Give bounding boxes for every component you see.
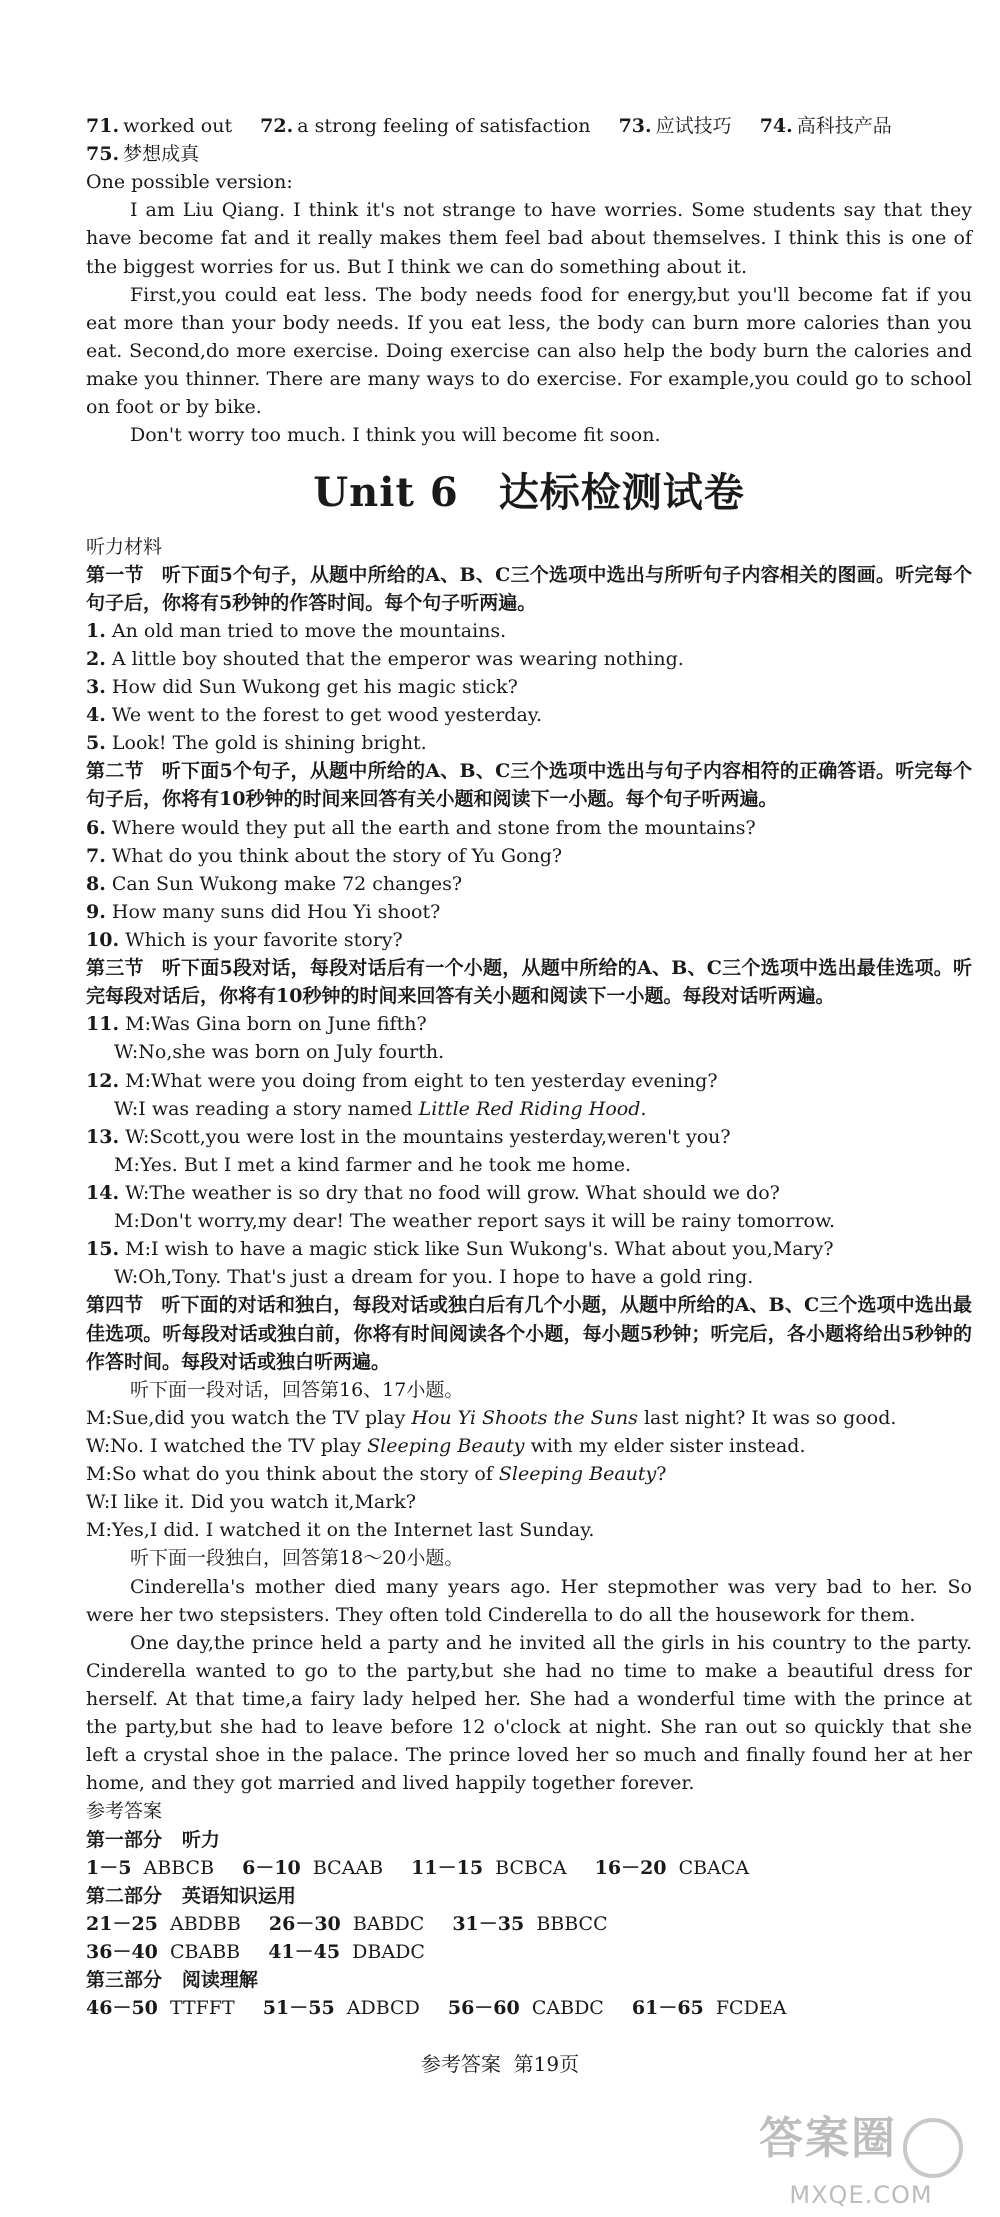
dialogue-line: 12. M:What were you doing from eight to ten yesterday evening? — [86, 1069, 718, 1092]
monologue-intro: 听下面一段独白，回答第18～20小题。 — [130, 1547, 464, 1570]
answer-num: 73. — [618, 115, 652, 137]
answer-num: 75. — [86, 143, 120, 166]
watermark-url: MXQE.COM — [789, 2181, 933, 2210]
answer-key-row-3: 36－40 CBABB 41－45 DBADC — [86, 1940, 425, 1963]
answer-key-row-1: 1－5 ABBCB 6－10 BCAAB 11－15 BCBCA 16－20 CBACA — [86, 1856, 750, 1879]
dialogue-line: M:Sue,did you watch the TV play Hou Yi Shoots the Suns last night? It was so good. — [86, 1406, 897, 1429]
answer-text: 梦想成真 — [123, 143, 200, 166]
part-2-heading: 第二部分 英语知识运用 — [86, 1884, 296, 1907]
dialogue-line: M:Yes. But I met a kind farmer and he took me home. — [114, 1153, 632, 1176]
watermark — [736, 2110, 986, 2210]
listening-item: 8. Can Sun Wukong make 72 changes? — [86, 872, 463, 895]
dialogue-line: M:So what do you think about the story of Sleeping Beauty? — [86, 1463, 667, 1486]
essay-paragraph-1: I am Liu Qiang. I think it's not strange to have worries. Some students say that they have become fat and it really makes them feel bad about themselves. I think this is one of the biggest worries for us. But I think we can do something about it. — [86, 199, 972, 278]
answer-key-row-2: 21－25 ABDBB 26－30 BABDC 31－35 BBBCC — [86, 1912, 608, 1935]
section-2-instruction: 第二节 听下面5个句子，从题中所给的A、B、C三个选项中选出与句子内容相符的正确答语。听完每个句子后，你将有10秒钟的时间来回答有关小题和阅读下一小题。每个句子听两遍。 — [86, 760, 972, 811]
part-3-heading: 第三部分 阅读理解 — [86, 1969, 258, 1992]
listening-heading: 听力材料 — [86, 535, 163, 558]
dialogue-intro: 听下面一段对话，回答第16、17小题。 — [130, 1378, 464, 1401]
dialogue-line: 15. M:I wish to have a magic stick like Sun Wukong's. What about you,Mary? — [86, 1238, 834, 1261]
footer-label: 参考答案 — [420, 2052, 501, 2076]
answer-text: a strong feeling of satisfaction — [297, 115, 591, 137]
page-footer — [0, 2050, 1000, 2080]
dialogue-line: 11. M:Was Gina born on June fifth? — [86, 1013, 427, 1036]
dialogue-line: M:Don't worry,my dear! The weather report says it will be rainy tomorrow. — [114, 1210, 836, 1233]
dialogue-line: 14. W:The weather is so dry that no food will grow. What should we do? — [86, 1182, 780, 1205]
listening-item: 6. Where would they put all the earth and stone from the mountains? — [86, 816, 756, 839]
listening-item: 3. How did Sun Wukong get his magic stick? — [86, 676, 518, 699]
section-3-instruction: 第三节 听下面5段对话，每段对话后有一个小题，从题中所给的A、B、C三个选项中选出最佳选项。听完每段对话后，你将有10秒钟的时间来回答有关小题和阅读下一小题。每段对话听两遍。 — [86, 957, 972, 1008]
essay-paragraph-3: Don't worry too much. I think you will become fit soon. — [130, 424, 661, 447]
answers-71-74 — [86, 112, 972, 140]
listening-item: 4. We went to the forest to get wood yesterday. — [86, 704, 543, 727]
listening-item: 2. A little boy shouted that the emperor was wearing nothing. — [86, 647, 684, 670]
watermark-logo: 答案圈 — [759, 2113, 897, 2165]
dialogue-line: W:I like it. Did you watch it,Mark? — [86, 1491, 416, 1514]
page-number: 第19页 — [513, 2052, 580, 2076]
section-4-instruction: 第四节 听下面的对话和独白，每段对话或独白后有几个小题，从题中所给的A、B、C三个选项中选出最佳选项。听每段对话或独白前，你将有时间阅读各个小题，每小题5秒钟；听完后，各小题将给出5秒钟的作答时间。每段对话或独白听两遍。 — [86, 1294, 972, 1373]
unit-number: Unit 6 — [313, 469, 459, 517]
dialogue-line: 13. W:Scott,you were lost in the mountains yesterday,weren't you? — [86, 1125, 731, 1148]
listening-item: 9. How many suns did Hou Yi shoot? — [86, 900, 441, 923]
answer-text: 高科技产品 — [796, 115, 892, 137]
listening-item: 5. Look! The gold is shining bright. — [86, 732, 427, 755]
answer-num: 71. — [86, 115, 120, 137]
answer-text: 应试技巧 — [655, 115, 732, 137]
answer-key-heading: 参考答案 — [86, 1800, 163, 1823]
answer-75 — [86, 140, 972, 168]
answer-num: 74. — [759, 115, 793, 137]
monologue-paragraph-1: Cinderella's mother died many years ago. Her stepmother was very bad to her. So were her two stepsisters. They often told Cinderella to do all the housework for them. — [86, 1575, 972, 1626]
content-column — [86, 112, 972, 2022]
unit-test-name: 达标检测试卷 — [498, 469, 745, 517]
dialogue-line: W:No,she was born on July fourth. — [114, 1041, 445, 1064]
unit-title — [86, 463, 972, 522]
dialogue-line: M:Yes,I did. I watched it on the Internet last Sunday. — [86, 1519, 595, 1542]
listening-item: 1. An old man tried to move the mountains. — [86, 619, 507, 642]
essay-paragraph-2: First,you could eat less. The body needs food for energy,but you'll become fat if you eat more than your body needs. If you eat less, the body can burn more calories than you eat. Second,do more exercise. Doing exercise can also help the body burn the calories and make you thinner. There are many ways to do exercise. For example,you could go to school on foot or by bike. — [86, 283, 972, 419]
listening-item: 7. What do you think about the story of Yu Gong? — [86, 844, 563, 867]
watermark-badge-icon — [903, 2118, 963, 2178]
dialogue-line: W:I was reading a story named Little Red Riding Hood. — [114, 1097, 647, 1120]
dialogue-line: W:No. I watched the TV play Sleeping Beauty with my elder sister instead. — [86, 1435, 806, 1457]
listening-item: 10. Which is your favorite story? — [86, 929, 403, 952]
section-1-instruction: 第一节 听下面5个句子，从题中所给的A、B、C三个选项中选出与所听句子内容相关的图画。听完每个句子后，你将有5秒钟的作答时间。每个句子听两遍。 — [86, 563, 972, 614]
monologue-paragraph-2: One day,the prince held a party and he invited all the girls in his country to the party. Cinderella wanted to go to the party,but she had no time to make a beautiful dress for herself. At that time,a fairy lady helped her. She had a wonderful time with the prince at the party,but she had to leave before 12 o'clock at night. She ran out so quickly that she left a crystal shoe in the palace. The prince loved her so much and finally found her at her home, and they got married and lived happily together forever. — [86, 1631, 972, 1795]
part-1-heading: 第一部分 听力 — [86, 1828, 220, 1851]
answer-num: 72. — [260, 115, 294, 137]
answer-key-row-4: 46－50 TTFFT 51－55 ADBCD 56－60 CABDC 61－65 FCDEA — [86, 1997, 787, 2020]
essay-label: One possible version: — [86, 171, 293, 194]
answer-text: worked out — [123, 115, 233, 137]
dialogue-line: W:Oh,Tony. That's just a dream for you. I hope to have a gold ring. — [114, 1266, 754, 1289]
